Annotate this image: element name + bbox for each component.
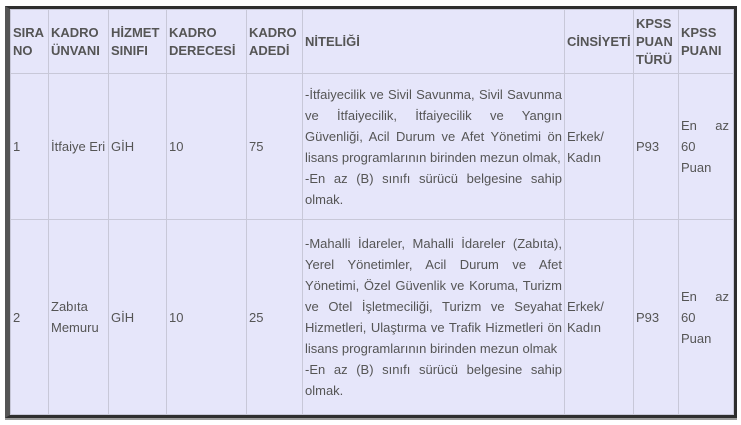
cell-puan-turu: P93 bbox=[634, 220, 679, 415]
header-cinsiyeti bbox=[565, 10, 634, 74]
header-text: SIRA bbox=[13, 24, 45, 40]
kadro-table bbox=[10, 9, 734, 415]
table-row bbox=[11, 220, 734, 415]
header-niteligi bbox=[303, 10, 565, 74]
cell-derece: 10 bbox=[167, 220, 247, 415]
header-text: DERECESİ bbox=[169, 42, 236, 58]
header-text: PUANI bbox=[681, 42, 722, 58]
nitelik-paragraph: -En az (B) sınıfı sürücü belgesine sahip olmak. bbox=[305, 362, 562, 398]
header-text: ÜNVANI bbox=[51, 42, 100, 58]
cell-puan-turu: P93 bbox=[634, 74, 679, 220]
header-text: NO bbox=[13, 42, 33, 58]
nitelik-paragraph: -İtfaiyecilik ve Sivil Savunma, Sivil Savunma ve İtfaiyecilik, İtfaiyecilik ve Yangın Güvenliği, Acil Durum ve Afet Yönetimi ön lisans programlarının birinden mezun olmak, bbox=[305, 86, 562, 165]
header-text: TÜRÜ bbox=[636, 51, 673, 67]
header-row bbox=[11, 10, 734, 74]
cell-cinsiyet: Erkek/ Kadın bbox=[565, 74, 634, 220]
table-row bbox=[11, 74, 734, 220]
header-kadro-derecesi bbox=[167, 10, 247, 74]
header-text: ADEDİ bbox=[249, 42, 290, 58]
cell-sinif: GİH bbox=[109, 220, 167, 415]
header-hizmet-sinifi bbox=[109, 10, 167, 74]
cell-puan: En az 60 Puan bbox=[679, 220, 734, 415]
nitelik-paragraph: -En az (B) sınıfı sürücü belgesine sahip olmak. bbox=[305, 170, 562, 207]
header-text: PUAN bbox=[636, 33, 673, 49]
cell-nitelik bbox=[303, 74, 565, 220]
cell-no: 2 bbox=[11, 220, 49, 415]
header-text: CİNSİYETİ bbox=[567, 33, 631, 49]
table-frame bbox=[5, 6, 737, 418]
cell-adet: 75 bbox=[247, 74, 303, 220]
cell-unvan: İtfaiye Eri bbox=[49, 74, 109, 220]
header-kpss-puani bbox=[679, 10, 734, 74]
cell-no: 1 bbox=[11, 74, 49, 220]
cell-puan: En az 60 Puan bbox=[679, 74, 734, 220]
header-text: SINIFI bbox=[111, 42, 148, 58]
cell-adet: 25 bbox=[247, 220, 303, 415]
header-text: NİTELİĞİ bbox=[305, 33, 360, 49]
header-kadro-adedi bbox=[247, 10, 303, 74]
nitelik-paragraph: -Mahalli İdareler, Mahalli İdareler (Zabıta), Yerel Yönetimler, Acil Durum ve Afet Yönetimi, Özel Güvenlik ve Koruma, Turizm ve Otel İşletmeciliği, Turizm ve Seyahat Hizmetleri, Ulaştırma ve Trafik Hizmetleri ön lisans programlarının birinden mezun olmak bbox=[305, 236, 562, 356]
header-text: KPSS bbox=[681, 24, 717, 40]
header-kadro-unvani bbox=[49, 10, 109, 74]
header-text: KPSS bbox=[636, 15, 672, 31]
cell-nitelik bbox=[303, 220, 565, 415]
cell-unvan: Zabıta Memuru bbox=[49, 220, 109, 415]
header-text: HİZMET bbox=[111, 24, 160, 40]
cell-cinsiyet: Erkek/ Kadın bbox=[565, 220, 634, 415]
header-text: KADRO bbox=[249, 24, 297, 40]
header-kpss-puan-turu bbox=[634, 10, 679, 74]
header-sira-no bbox=[11, 10, 49, 74]
header-text: KADRO bbox=[169, 24, 217, 40]
cell-derece: 10 bbox=[167, 74, 247, 220]
cell-sinif: GİH bbox=[109, 74, 167, 220]
header-text: KADRO bbox=[51, 24, 99, 40]
